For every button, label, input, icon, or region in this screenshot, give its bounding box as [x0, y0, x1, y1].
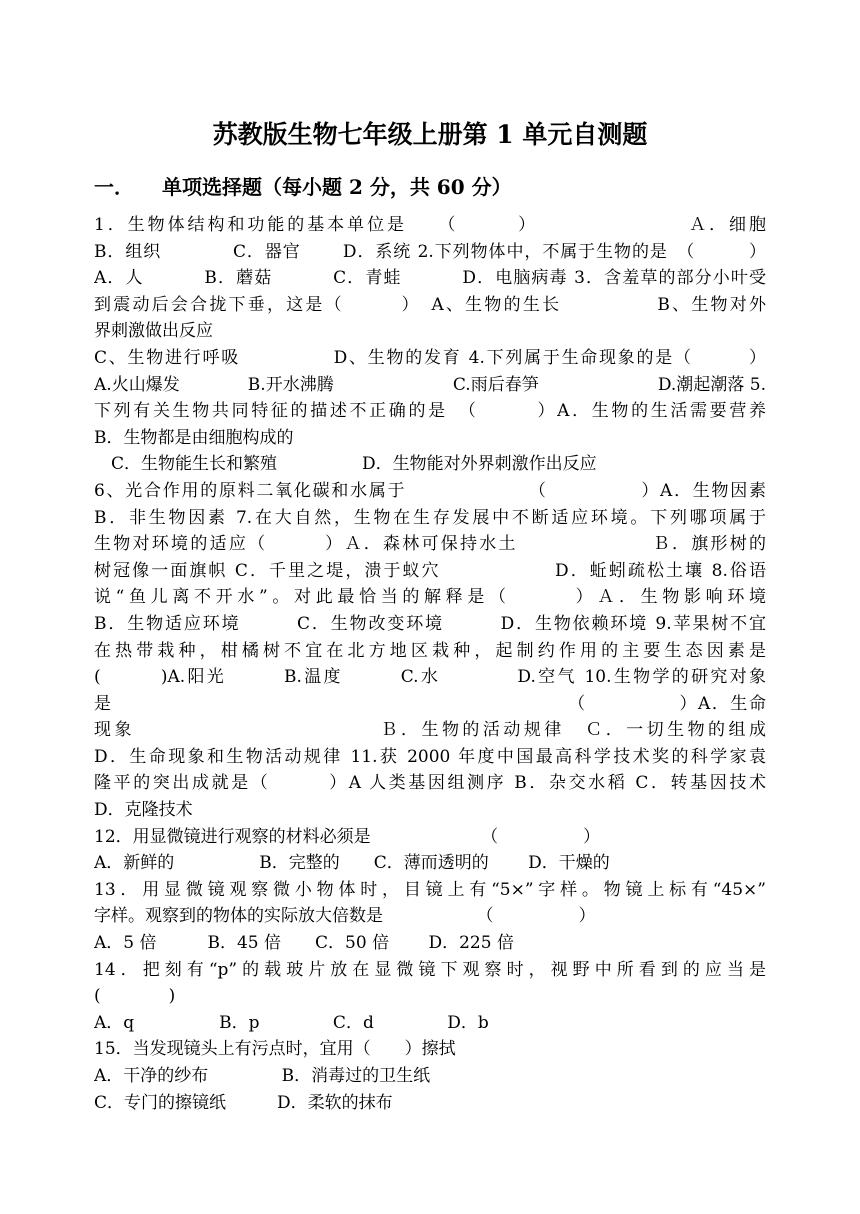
question-text-block	[94, 212, 766, 1116]
page-title: 苏教版生物七年级上册第 1 单元自测题	[212, 120, 648, 149]
text-line: A．干净的纱布 B．消毒过的卫生纸	[94, 1066, 431, 1086]
text-line: 在热带栽种，柑橘树不宜在北方地区栽种，起制约作用的主要生态因素是	[94, 640, 766, 661]
text-line: 说“鱼儿离不开水”。对此最恰当的解释是（ ）Ａ．生物影响环境	[94, 587, 766, 608]
text-line: 字样。观察到的物体的实际放大倍数是 （ ）	[94, 906, 596, 927]
text-line: ( )	[94, 986, 176, 1007]
text-line: A．新鲜的 B．完整的 C．薄而透明的 D．干燥的	[94, 853, 610, 874]
text-line: D．克隆技术	[94, 800, 193, 821]
text-line: 到震动后会合拢下垂，这是（ ） A、生物的生长 B、生物对外	[94, 294, 766, 315]
text-line: C．专门的擦镜纸 D．柔软的抹布	[94, 1092, 393, 1113]
text-line: A．人 B．蘑菇 C．青蛙 D．电脑病毒 3．含羞草的部分小叶受	[94, 268, 766, 289]
text-line: 1．生物体结构和功能的基本单位是 （ ） Ａ．细胞	[94, 215, 766, 235]
text-line: C．生物能生长和繁殖 D．生物能对外界刺激作出反应	[94, 454, 597, 475]
section-title: 单项选择题（每小题 2 分，共 60 分）	[162, 175, 512, 199]
text-line: 树冠像一面旗帜 C．千里之堤，溃于蚁穴 D．蚯蚓疏松土壤 8.俗语	[94, 560, 766, 581]
text-line: 12．用显微镜进行观察的材料必须是 （ ）	[94, 826, 601, 847]
text-line: B．非生物因素 7.在大自然，生物在生存发展中不断适应环境。下列哪项属于	[94, 507, 766, 528]
section-heading	[94, 172, 512, 202]
text-line: A.火山爆发 B.开水沸腾 C.雨后春笋 D.潮起潮落 5.	[94, 374, 766, 395]
text-line: D．生命现象和生物活动规律 11.获 2000 年度中国最高科学技术奖的科学家袁	[94, 746, 766, 767]
text-line: 15．当发现镜头上有污点时，宜用（ ）擦拭	[94, 1039, 456, 1060]
text-line: A．q B．p C．d D．b	[94, 1012, 489, 1033]
text-line: B．生物适应环境 C．生物改变环境 D．生物依赖环境 9.苹果树不宜	[94, 613, 766, 634]
text-line: 界刺激做出反应	[94, 321, 213, 342]
text-line: 14．把刻有“p”的载玻片放在显微镜下观察时，视野中所看到的应当是	[94, 959, 766, 980]
section-number: 一．	[94, 175, 134, 199]
text-line: 下列有关生物共同特征的描述不正确的是 （ ）A．生物的生活需要营养	[94, 401, 766, 422]
text-line: B．生物都是由细胞构成的	[94, 427, 294, 448]
text-line: C、生物进行呼吸 D、生物的发育 4.下列属于生命现象的是（ ）	[94, 347, 766, 368]
text-line: 生物对环境的适应（ ）Ａ．森林可保持水土 Ｂ．旗形树的	[94, 534, 766, 555]
text-line: B．组织 C．器官 D．系统 2.下列物体中，不属于生物的是 （ ）	[94, 241, 766, 262]
text-line: ( )A.阳光 B.温度 C.水 D.空气 10.生物学的研究对象	[94, 667, 766, 688]
text-line: A．5 倍 B．45 倍 C．50 倍 D．225 倍	[94, 933, 514, 954]
text-line: 13．用显微镜观察微小物体时，目镜上有“5×”字样。物镜上标有“45×”	[94, 879, 766, 900]
text-line: 6、光合作用的原料二氧化碳和水属于 （ ）A．生物因素	[94, 480, 766, 501]
text-line: 是 （ ）A．生命	[94, 693, 766, 714]
text-line: 现象 Ｂ．生物的活动规律 Ｃ．一切生物的组成	[94, 720, 766, 741]
text-line: 隆平的突出成就是（ ）A 人类基因组测序 B．杂交水稻 C．转基因技术	[94, 773, 766, 794]
